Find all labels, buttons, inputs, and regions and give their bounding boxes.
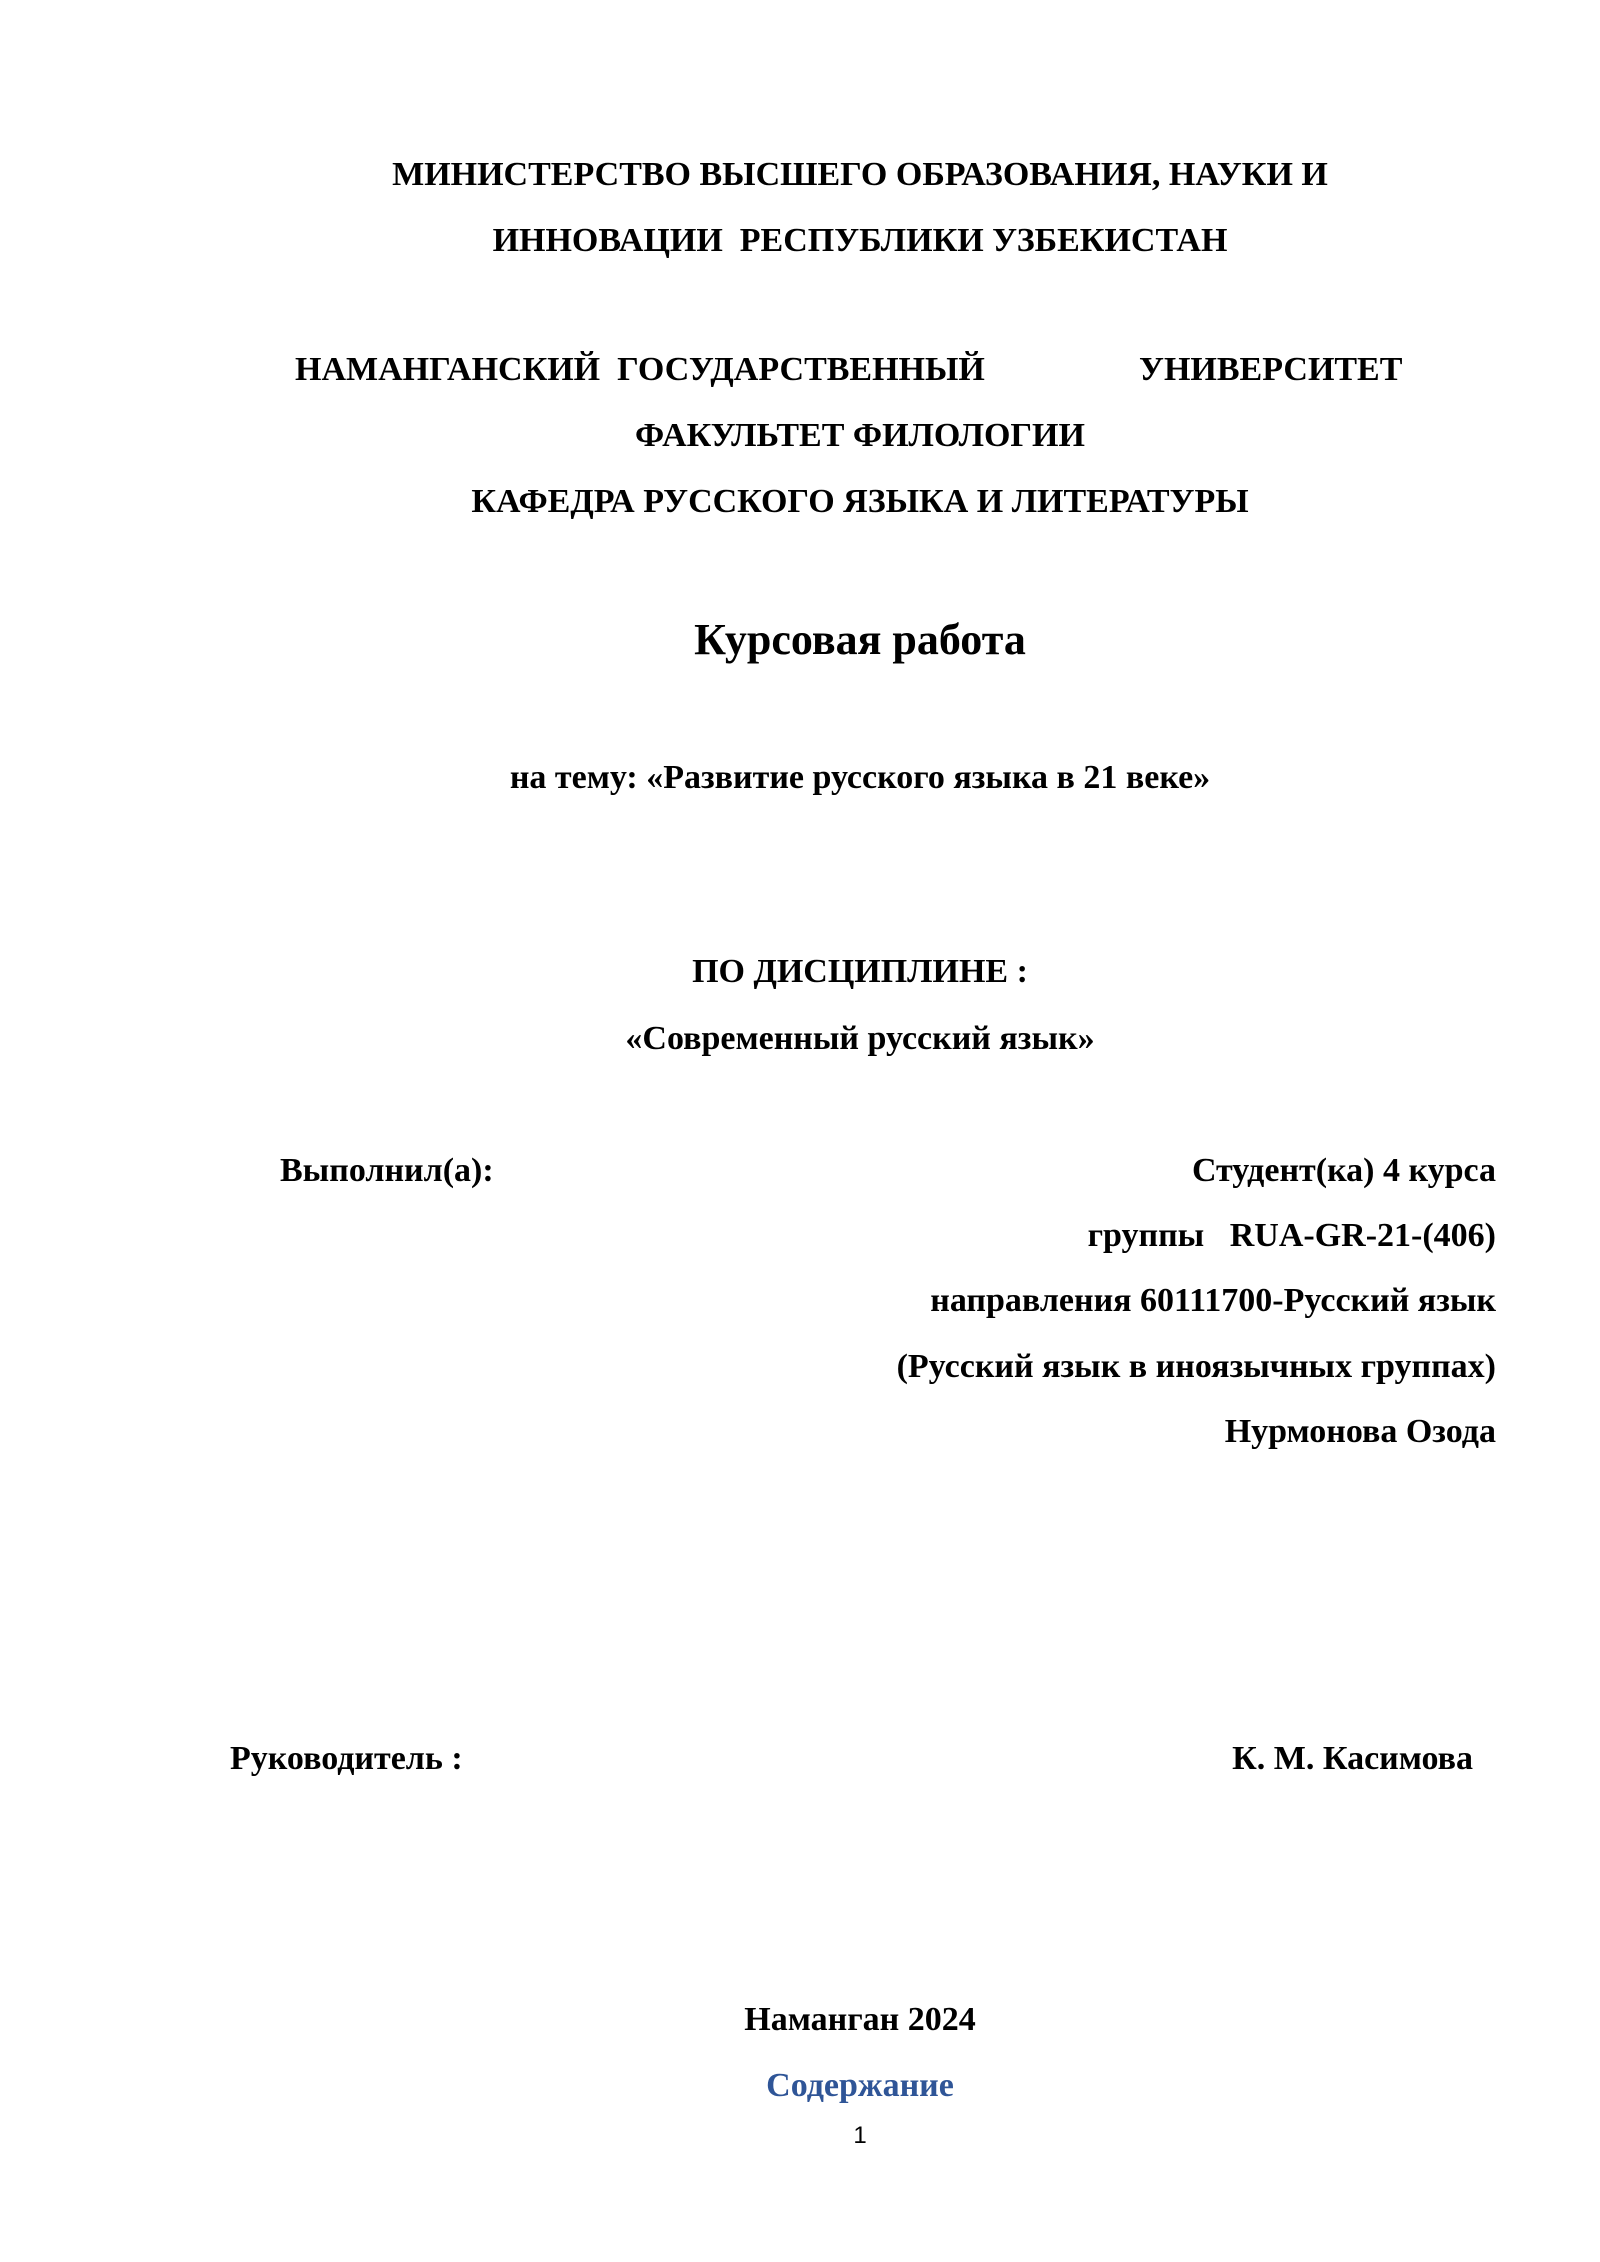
department-name: КАФЕДРА РУССКОГО ЯЗЫКА И ЛИТЕРАТУРЫ [471, 483, 1249, 520]
author-course: Студент(ка) 4 курса [1191, 1152, 1496, 1189]
author-specialization: (Русский язык в иноязычных группах) [896, 1348, 1496, 1385]
discipline-name: «Современный русский язык» [625, 1020, 1095, 1057]
discipline-label: ПО ДИСЦИПЛИНЕ : [692, 953, 1028, 990]
ministry-line-1: МИНИСТЕРСТВО ВЫСШЕГО ОБРАЗОВАНИЯ, НАУКИ И [392, 156, 1328, 193]
university-name: НАМАНГАНСКИЙ ГОСУДАРСТВЕННЫЙ [295, 351, 985, 388]
supervisor-name: К. М. Касимова [1232, 1740, 1473, 1777]
author-direction: направления 60111700-Русский язык [930, 1282, 1496, 1319]
work-type-title: Курсовая работа [694, 615, 1026, 664]
work-topic: на тему: «Развитие русского языка в 21 веке» [509, 759, 1211, 796]
ministry-line-2: ИННОВАЦИИ РЕСПУБЛИКИ УЗБЕКИСТАН [492, 222, 1228, 259]
city-year: Наманган 2024 [744, 2001, 976, 2038]
faculty-name: ФАКУЛЬТЕТ ФИЛОЛОГИИ [635, 417, 1085, 454]
university-word: УНИВЕРСИТЕТ [1139, 351, 1403, 388]
page-number: 1 [853, 2122, 867, 2149]
author-label: Выполнил(а): [280, 1152, 494, 1189]
author-name: Нурмонова Озода [1224, 1413, 1496, 1450]
author-group: группы RUA-GR-21-(406) [1087, 1217, 1496, 1254]
contents-title: Содержание [766, 2067, 954, 2104]
supervisor-label: Руководитель : [230, 1740, 463, 1777]
